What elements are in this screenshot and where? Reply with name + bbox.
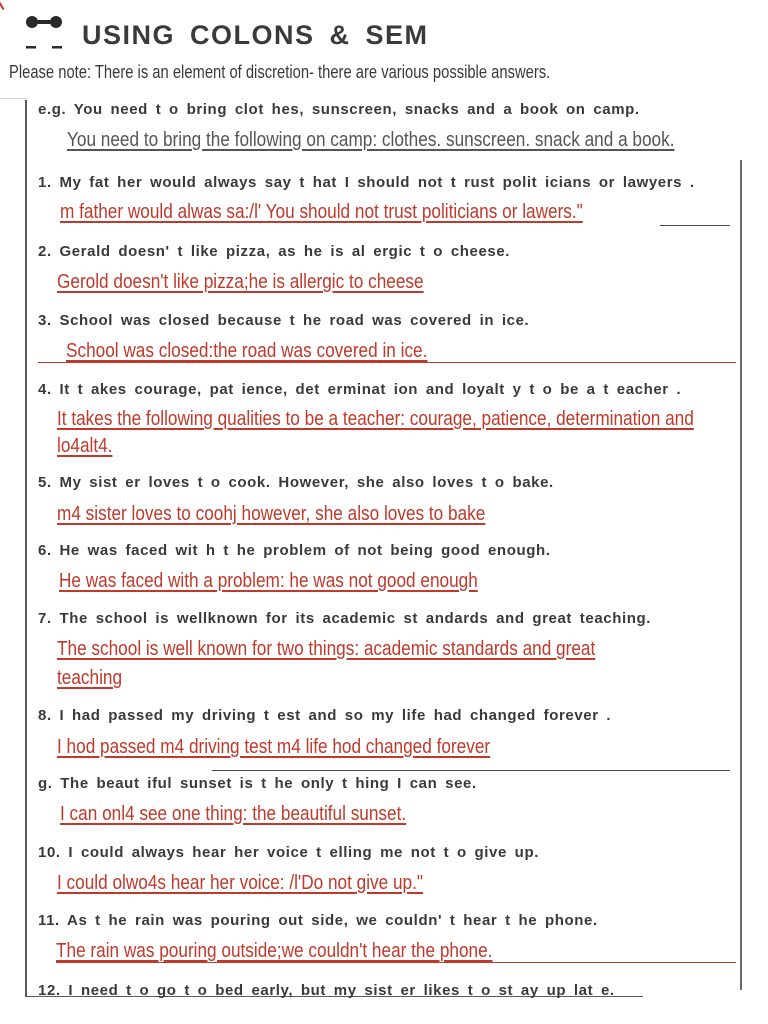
- colon-logo-icon: [22, 14, 68, 54]
- page-title: USING COLONS & SEM: [82, 20, 429, 50]
- answer-8: I hod passed m4 driving test m4 life hod changed forever: [57, 736, 491, 758]
- answer-1: m father would alwas sa:/l' You should not trust politicians or lawers.": [60, 201, 583, 223]
- answer-rule-8: [212, 770, 730, 771]
- answer-6: He was faced with a problem: he was not good enough: [59, 570, 478, 592]
- answer-2: Gerold doesn't like pizza;he is allergic to cheese: [57, 271, 424, 293]
- question-6: 6. He was faced wit h t he problem of not being good enough.: [38, 542, 551, 559]
- answer-3: School was closed:the road was covered in ice.: [66, 340, 428, 362]
- answer-11: The rain was pouring outside;we couldn't hear the phone.: [56, 940, 493, 962]
- question-10: 10. I could always hear her voice t elling me not t o give up.: [38, 844, 539, 861]
- question-8: 8. I had passed my driving t est and so my life had changed forever .: [38, 707, 612, 724]
- question-2: 2. Gerald doesn' t like pizza, as he is al ergic t o cheese.: [38, 243, 511, 260]
- frame-top-line: [0, 98, 28, 99]
- answer-5: m4 sister loves to coohj however, she also loves to bake: [57, 503, 486, 525]
- frame-left-line: [25, 100, 27, 996]
- answer-rule-11: [56, 962, 736, 963]
- answer-4-continued: lo4alt4.: [57, 435, 113, 457]
- question-9: g. The beaut iful sunset is t he only t hing I can see.: [38, 775, 477, 792]
- question-4: 4. It t akes courage, pat ience, det erminat ion and loyalt y t o be a t eacher .: [38, 381, 682, 398]
- answer-10: I could olwo4s hear her voice: /l'Do not give up.": [57, 872, 424, 894]
- question-12: 12. I need t o go t o bed early, but my sist er likes t o st ay up lat e.: [38, 982, 615, 999]
- question-7: 7. The school is wellknown for its academic st andards and great teaching.: [38, 610, 652, 627]
- question-3: 3. School was closed because t he road was covered in ice.: [38, 312, 530, 329]
- question-11: 11. As t he rain was pouring out side, we couldn' t hear t he phone.: [38, 912, 598, 929]
- answer-7-continued: teaching: [57, 667, 123, 689]
- answer-rule-3: [38, 362, 736, 363]
- question-5: 5. My sist er loves t o cook. However, she also loves t o bake.: [38, 474, 554, 491]
- example-question: e.g. You need t o bring clot hes, sunscreen, snacks and a book on camp.: [38, 101, 640, 118]
- instruction-note: Please note: There is an element of discretion- there are various possible answers.: [9, 62, 551, 82]
- answer-9: I can onl4 see one thing: the beautiful sunset.: [60, 803, 407, 825]
- answer-4: It takes the following qualities to be a teacher: courage, patience, determination and: [57, 408, 694, 430]
- frame-right-line: [740, 160, 742, 990]
- corner-mark: [0, 0, 11, 10]
- answer-7: The school is well known for two things: academic standards and great: [57, 638, 596, 660]
- question-1: 1. My fat her would always say t hat I should not t rust polit icians or lawyers .: [38, 174, 695, 191]
- example-answer: You need to bring the following on camp: clothes. sunscreen. snack and a book.: [67, 129, 675, 151]
- answer-rule-1: [660, 225, 730, 226]
